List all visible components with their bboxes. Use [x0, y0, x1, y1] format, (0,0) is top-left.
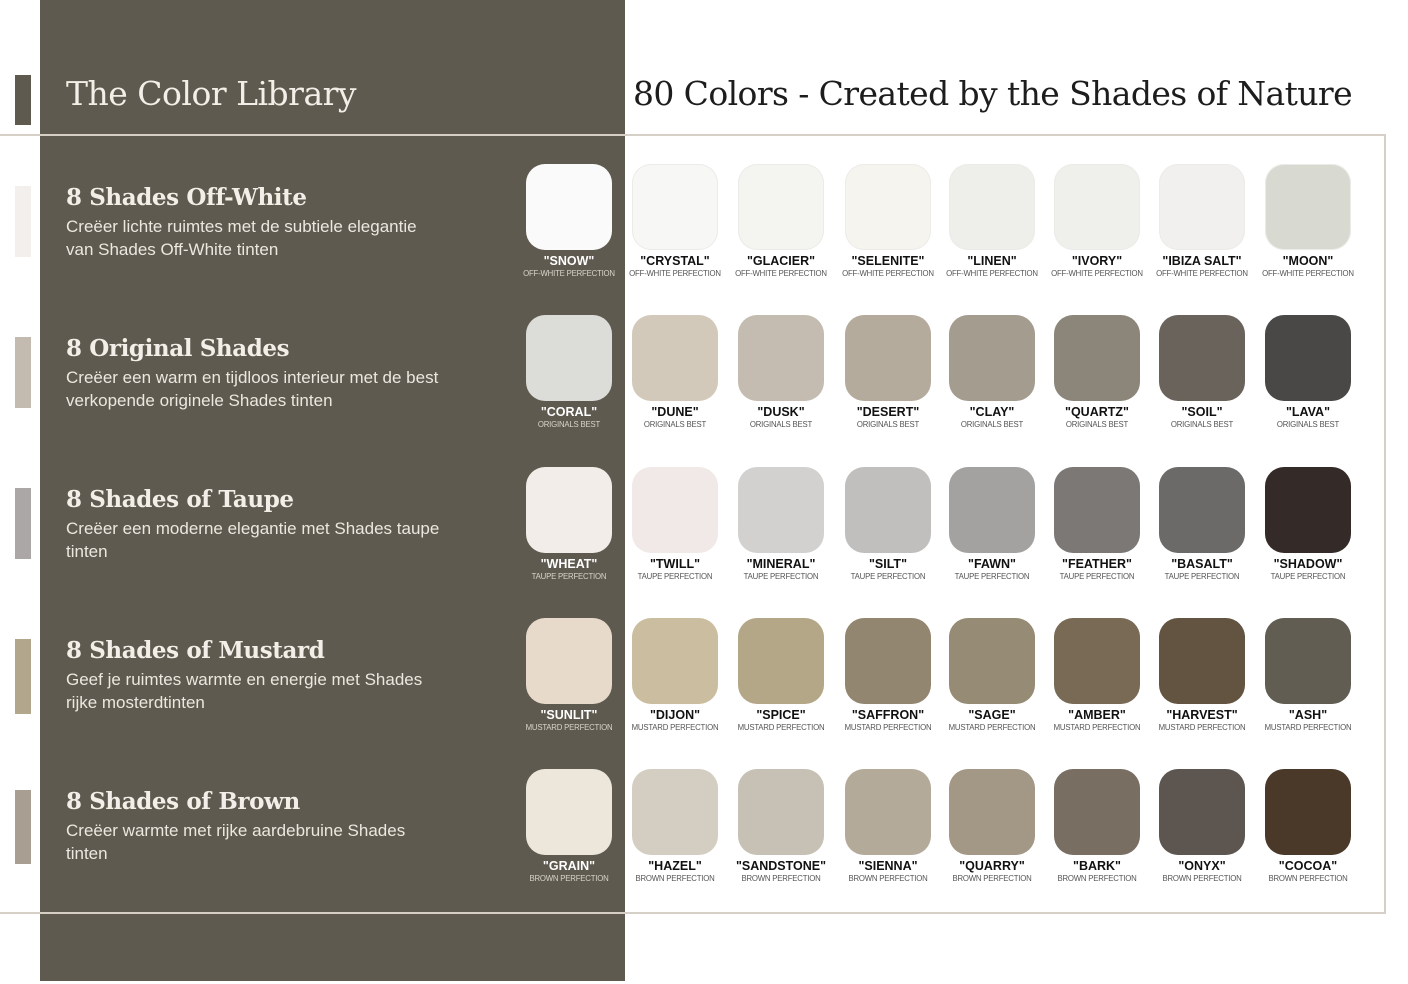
swatch-name: "LAVA": [1285, 405, 1331, 419]
swatch-name: "SNOW": [543, 254, 595, 268]
color-swatch-chip: [1159, 315, 1245, 401]
swatch-collection: BROWN PERFECTION: [952, 874, 1032, 883]
color-swatch-item: [835, 467, 941, 582]
swatch-collection: ORIGINALS BEST: [1276, 420, 1340, 429]
color-swatch-item: [622, 467, 728, 582]
color-swatch-item: [622, 164, 728, 279]
swatch-name: "HAZEL": [648, 859, 702, 873]
swatch-collection: OFF-WHITE PERFECTION: [629, 269, 721, 278]
swatch-collection: ORIGINALS BEST: [749, 420, 813, 429]
color-swatch-chip: [949, 164, 1035, 250]
swatch-name: "CORAL": [540, 405, 598, 419]
color-swatch-chip: [632, 164, 718, 250]
swatch-collection: TAUPE PERFECTION: [531, 572, 607, 581]
swatch-collection: ORIGINALS BEST: [537, 420, 601, 429]
frame-top-line: [0, 134, 1386, 136]
category-title: 8 Shades of Mustard: [66, 637, 325, 664]
category-description: Creëer lichte ruimtes met de subtiele elegantie van Shades Off-White tinten: [66, 217, 417, 259]
color-swatch-item: [939, 164, 1045, 279]
color-swatch-chip: [1265, 769, 1351, 855]
color-swatch-item: [1149, 769, 1255, 884]
category-marker: [15, 337, 31, 408]
color-swatch-item: [1149, 618, 1255, 733]
color-swatch-item: [835, 164, 941, 279]
category-marker: [15, 186, 31, 257]
color-swatch-chip: [1054, 164, 1140, 250]
category-title: 8 Original Shades: [66, 335, 290, 362]
color-swatch-item: [728, 164, 834, 279]
color-swatch-chip: [949, 467, 1035, 553]
category-marker: [15, 790, 31, 864]
swatch-collection: OFF-WHITE PERFECTION: [1051, 269, 1143, 278]
color-swatch-chip: [526, 164, 612, 250]
color-swatch-item: [728, 769, 834, 884]
swatch-name: "HARVEST": [1166, 708, 1238, 722]
swatch-collection: MUSTARD PERFECTION: [1264, 723, 1352, 732]
swatch-collection: BROWN PERFECTION: [848, 874, 928, 883]
color-swatch-chip: [845, 769, 931, 855]
swatch-collection: TAUPE PERFECTION: [1270, 572, 1346, 581]
color-swatch-chip: [949, 769, 1035, 855]
swatch-collection: TAUPE PERFECTION: [743, 572, 819, 581]
swatch-collection: BROWN PERFECTION: [1057, 874, 1137, 883]
swatch-name: "SANDSTONE": [735, 859, 827, 873]
swatch-name: "IBIZA SALT": [1162, 254, 1242, 268]
color-swatch-chip: [738, 467, 824, 553]
color-swatch-chip: [949, 315, 1035, 401]
swatch-collection: TAUPE PERFECTION: [1164, 572, 1240, 581]
color-swatch-chip: [738, 618, 824, 704]
color-swatch-item: [1044, 618, 1150, 733]
color-swatch-item: [1255, 769, 1361, 884]
swatch-name: "MINERAL": [746, 557, 816, 571]
swatch-collection: OFF-WHITE PERFECTION: [946, 269, 1038, 278]
color-swatch-item: [1255, 618, 1361, 733]
category-off-white: [66, 184, 456, 261]
swatch-collection: BROWN PERFECTION: [529, 874, 609, 883]
category-description: Creëer warmte met rijke aardebruine Shades tinten: [66, 821, 406, 863]
color-swatch-item: [939, 618, 1045, 733]
color-swatch-item: [728, 315, 834, 430]
color-swatch-chip: [526, 618, 612, 704]
swatch-name: "DIJON": [649, 708, 701, 722]
category-brown: [66, 788, 456, 865]
color-swatch-chip: [1159, 618, 1245, 704]
color-swatch-item: [516, 467, 622, 582]
color-swatch-chip: [632, 315, 718, 401]
color-swatch-item: [1044, 315, 1150, 430]
swatch-name: "COCOA": [1278, 859, 1338, 873]
frame-bottom-line: [0, 912, 1386, 914]
category-description: Geef je ruimtes warmte en energie met Shades rijke mosterdtinten: [66, 670, 423, 712]
color-swatch-item: [516, 164, 622, 279]
color-swatch-item: [835, 315, 941, 430]
swatch-collection: TAUPE PERFECTION: [637, 572, 713, 581]
swatch-name: "SPICE": [756, 708, 806, 722]
color-swatch-chip: [1054, 315, 1140, 401]
color-swatch-chip: [1265, 164, 1351, 250]
color-swatch-item: [1149, 164, 1255, 279]
swatch-name: "SAGE": [968, 708, 1016, 722]
color-swatch-chip: [1054, 618, 1140, 704]
swatch-name: "SIENNA": [858, 859, 918, 873]
swatch-name: "GRAIN": [542, 859, 596, 873]
color-swatch-chip: [1265, 467, 1351, 553]
swatch-name: "WHEAT": [540, 557, 598, 571]
swatch-name: "DUSK": [757, 405, 805, 419]
swatch-name: "ONYX": [1178, 859, 1226, 873]
color-swatch-item: [1044, 164, 1150, 279]
swatch-name: "TWILL": [649, 557, 701, 571]
swatch-name: "CRYSTAL": [640, 254, 710, 268]
color-swatch-item: [728, 467, 834, 582]
color-swatch-item: [835, 769, 941, 884]
swatch-collection: OFF-WHITE PERFECTION: [1156, 269, 1248, 278]
swatch-name: "SAFFRON": [851, 708, 925, 722]
swatch-collection: MUSTARD PERFECTION: [844, 723, 932, 732]
swatch-name: "QUARRY": [959, 859, 1025, 873]
color-swatch-chip: [526, 315, 612, 401]
color-swatch-chip: [845, 618, 931, 704]
swatch-name: "GLACIER": [746, 254, 816, 268]
color-swatch-chip: [845, 467, 931, 553]
swatch-name: "SELENITE": [851, 254, 925, 268]
color-swatch-item: [1255, 467, 1361, 582]
swatch-collection: BROWN PERFECTION: [1268, 874, 1348, 883]
swatch-name: "SILT": [868, 557, 907, 571]
color-swatch-chip: [845, 164, 931, 250]
swatch-name: "SUNLIT": [540, 708, 598, 722]
color-swatch-chip: [526, 769, 612, 855]
swatch-collection: MUSTARD PERFECTION: [737, 723, 825, 732]
color-swatch-item: [939, 769, 1045, 884]
color-swatch-item: [622, 769, 728, 884]
color-swatch-chip: [1159, 769, 1245, 855]
color-swatch-chip: [845, 315, 931, 401]
swatch-name: "FEATHER": [1062, 557, 1132, 571]
swatch-name: "AMBER": [1068, 708, 1126, 722]
swatch-collection: ORIGINALS BEST: [960, 420, 1024, 429]
color-swatch-chip: [1159, 164, 1245, 250]
swatch-name: "BASALT": [1171, 557, 1233, 571]
color-swatch-item: [622, 618, 728, 733]
color-swatch-chip: [738, 315, 824, 401]
swatch-collection: MUSTARD PERFECTION: [948, 723, 1036, 732]
category-title: 8 Shades Off-White: [66, 184, 307, 211]
swatch-collection: TAUPE PERFECTION: [1059, 572, 1135, 581]
color-swatch-item: [516, 315, 622, 430]
swatch-name: "QUARTZ": [1065, 405, 1129, 419]
swatch-collection: MUSTARD PERFECTION: [631, 723, 719, 732]
color-swatch-item: [1044, 467, 1150, 582]
swatch-name: "BARK": [1073, 859, 1121, 873]
category-taupe: [66, 486, 456, 563]
color-swatch-chip: [1054, 769, 1140, 855]
swatch-name: "SOIL": [1181, 405, 1223, 419]
swatch-name: "SHADOW": [1273, 557, 1343, 571]
color-swatch-chip: [1265, 315, 1351, 401]
swatch-collection: ORIGINALS BEST: [1065, 420, 1129, 429]
header-marker: [15, 75, 31, 125]
color-swatch-chip: [738, 164, 824, 250]
swatch-name: "MOON": [1282, 254, 1334, 268]
color-swatch-item: [939, 467, 1045, 582]
swatch-name: "DUNE": [651, 405, 699, 419]
color-swatch-item: [1044, 769, 1150, 884]
color-swatch-item: [1255, 315, 1361, 430]
category-marker: [15, 488, 31, 559]
color-swatch-chip: [1265, 618, 1351, 704]
swatch-collection: BROWN PERFECTION: [741, 874, 821, 883]
color-swatch-item: [835, 618, 941, 733]
color-swatch-chip: [526, 467, 612, 553]
color-swatch-item: [728, 618, 834, 733]
swatch-collection: OFF-WHITE PERFECTION: [735, 269, 827, 278]
swatch-name: "FAWN": [968, 557, 1016, 571]
swatch-name: "ASH": [1288, 708, 1328, 722]
color-swatch-item: [1149, 315, 1255, 430]
category-title: 8 Shades of Brown: [66, 788, 300, 815]
swatch-collection: TAUPE PERFECTION: [954, 572, 1030, 581]
swatch-collection: OFF-WHITE PERFECTION: [523, 269, 615, 278]
color-swatch-item: [516, 769, 622, 884]
swatch-name: "IVORY": [1071, 254, 1123, 268]
color-swatch-chip: [1054, 467, 1140, 553]
swatch-collection: BROWN PERFECTION: [1162, 874, 1242, 883]
swatch-collection: ORIGINALS BEST: [856, 420, 920, 429]
swatch-collection: MUSTARD PERFECTION: [525, 723, 613, 732]
swatch-collection: BROWN PERFECTION: [635, 874, 715, 883]
color-swatch-chip: [1159, 467, 1245, 553]
color-swatch-item: [622, 315, 728, 430]
color-swatch-chip: [738, 769, 824, 855]
swatch-collection: MUSTARD PERFECTION: [1053, 723, 1141, 732]
color-swatch-chip: [632, 618, 718, 704]
category-marker: [15, 639, 31, 714]
swatch-collection: TAUPE PERFECTION: [850, 572, 926, 581]
swatch-collection: ORIGINALS BEST: [643, 420, 707, 429]
swatch-collection: ORIGINALS BEST: [1170, 420, 1234, 429]
color-swatch-chip: [632, 769, 718, 855]
frame-right-line: [1384, 134, 1386, 914]
swatch-collection: MUSTARD PERFECTION: [1158, 723, 1246, 732]
page-title: The Color Library: [66, 74, 357, 113]
swatch-collection: OFF-WHITE PERFECTION: [842, 269, 934, 278]
color-swatch-item: [1255, 164, 1361, 279]
category-mustard: [66, 637, 456, 714]
page-subtitle: 80 Colors - Created by the Shades of Nature: [633, 74, 1353, 113]
color-swatch-chip: [949, 618, 1035, 704]
category-original: [66, 335, 456, 412]
swatch-name: "DESERT": [856, 405, 920, 419]
category-description: Creëer een moderne elegantie met Shades taupe tinten: [66, 519, 440, 561]
category-description: Creëer een warm en tijdloos interieur met de best verkopende originele Shades tinten: [66, 368, 439, 410]
swatch-name: "CLAY": [969, 405, 1015, 419]
color-swatch-chip: [632, 467, 718, 553]
color-swatch-item: [939, 315, 1045, 430]
category-title: 8 Shades of Taupe: [66, 486, 294, 513]
color-swatch-item: [1149, 467, 1255, 582]
swatch-name: "LINEN": [967, 254, 1017, 268]
swatch-collection: OFF-WHITE PERFECTION: [1262, 269, 1354, 278]
color-swatch-item: [516, 618, 622, 733]
